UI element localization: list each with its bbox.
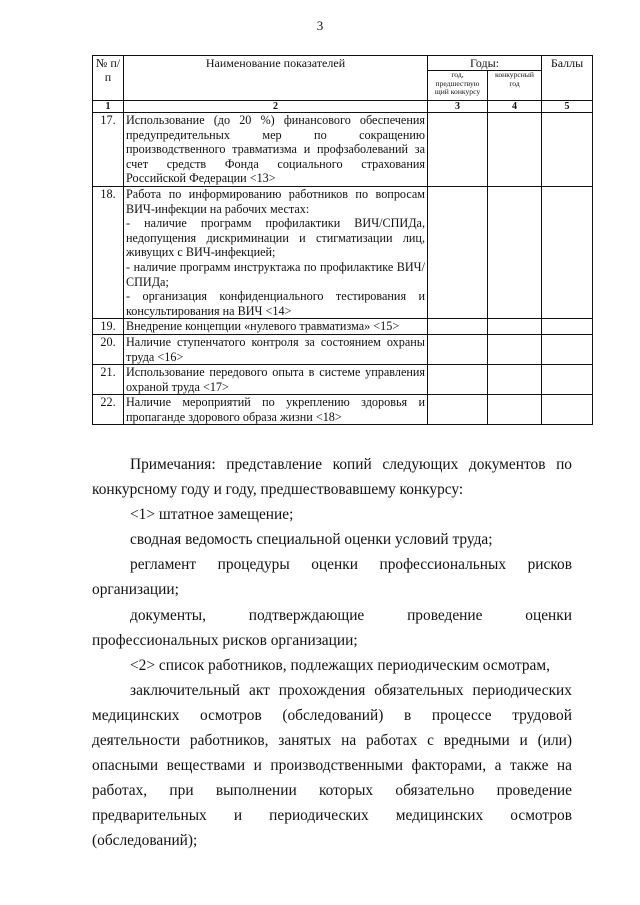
- cell-score: [542, 186, 593, 318]
- row-text: Внедрение концепции «нулевого травматизма» <15>: [124, 319, 428, 335]
- column-number: 4: [488, 101, 542, 113]
- row-number: 22.: [93, 395, 124, 425]
- cell-score: [542, 334, 593, 364]
- row-number: 21.: [93, 365, 124, 395]
- header-num: № п/п: [93, 56, 124, 101]
- table-row: [93, 186, 593, 318]
- notes-paragraph: <1> штатное замещение;: [130, 506, 294, 524]
- cell-year-prev: [428, 186, 488, 318]
- cell-year-contest: [488, 395, 542, 425]
- header-name: Наименование показателей: [124, 56, 428, 101]
- column-number: 5: [542, 101, 593, 113]
- row-text: Наличие мероприятий по укреплению здоровья и пропаганде здорового образа жизни <18>: [124, 395, 428, 425]
- notes-section: [92, 452, 572, 854]
- row-text: Работа по информированию работников по вопросам ВИЧ-инфекции на рабочих местах: - наличие программ профилактики ВИЧ/СПИДа, недопущения дискриминации и стигматизации лиц, живущих с ВИЧ-инфекцией; - наличие программ инструктажа по профилактике ВИЧ/СПИДа; - организация конфиденциального тестирования и консультирования на ВИЧ <14>: [124, 186, 428, 318]
- indicators-table: [92, 55, 593, 425]
- table-row: [93, 319, 593, 335]
- notes-paragraph: заключительный акт прохождения обязательных периодических медицинских осмотров (обследований) в процессе трудовой деятельности работников, занятых на работах с вредными и (или) опасными веществами и производственными факторами, а также на работах, при выполнении которых обязательно проведение предварительных и периодических медицинских осмотров (обследований);: [92, 681, 572, 850]
- cell-score: [542, 319, 593, 335]
- notes-paragraph: Примечания: представление копий следующих документов по конкурсному году и году, предшествовавшему конкурсу:: [92, 456, 572, 499]
- row-number: 19.: [93, 319, 124, 335]
- header-years: Годы:: [428, 56, 542, 71]
- header-score: Баллы: [542, 56, 593, 101]
- row-number: 17.: [93, 113, 124, 187]
- table-row: [93, 334, 593, 364]
- notes-paragraph: сводная ведомость специальной оценки условий труда;: [130, 531, 493, 549]
- cell-year-contest: [488, 186, 542, 318]
- cell-year-contest: [488, 334, 542, 364]
- row-number: 18.: [93, 186, 124, 318]
- column-number: 2: [124, 101, 428, 113]
- header-year-contest: конкурсный год: [488, 71, 542, 101]
- row-text: Наличие ступенчатого контроля за состоянием охраны труда <16>: [124, 334, 428, 364]
- column-numbers-row: [93, 101, 593, 113]
- cell-year-contest: [488, 365, 542, 395]
- table-row: [93, 365, 593, 395]
- cell-year-prev: [428, 113, 488, 187]
- row-text: Использование (до 20 %) финансового обеспечения предупредительных мер по сокращению производственного травматизма и профзаболеваний за счет средств Фонда социального страхования Российской Федерации <13>: [124, 113, 428, 187]
- column-number: 1: [93, 101, 124, 113]
- page-number: 3: [316, 18, 324, 33]
- cell-year-prev: [428, 365, 488, 395]
- cell-score: [542, 395, 593, 425]
- row-text: Использование передового опыта в системе управления охраной труда <17>: [124, 365, 428, 395]
- cell-year-prev: [428, 334, 488, 364]
- row-number: 20.: [93, 334, 124, 364]
- cell-year-prev: [428, 395, 488, 425]
- notes-paragraph: документы, подтверждающие проведение оценки профессиональных рисков организации;: [92, 606, 572, 649]
- column-number: 3: [428, 101, 488, 113]
- cell-year-contest: [488, 113, 542, 187]
- cell-year-prev: [428, 319, 488, 335]
- table-row: [93, 395, 593, 425]
- notes-paragraph: <2> список работников, подлежащих периодическим осмотрам,: [130, 656, 550, 674]
- header-year-prev: год, предшествую щий конкурсу: [428, 71, 488, 101]
- cell-score: [542, 365, 593, 395]
- cell-score: [542, 113, 593, 187]
- table-row: [93, 113, 593, 187]
- cell-year-contest: [488, 319, 542, 335]
- notes-paragraph: регламент процедуры оценки профессиональных рисков организации;: [92, 556, 572, 599]
